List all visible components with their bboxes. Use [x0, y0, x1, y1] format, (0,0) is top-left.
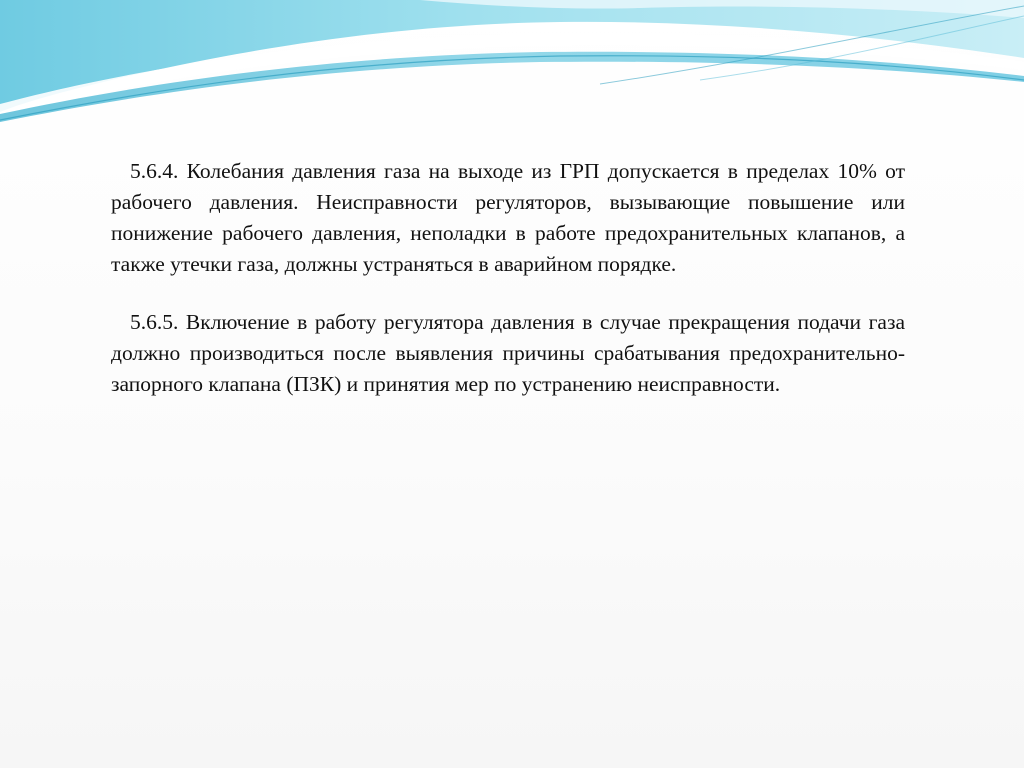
paragraph-5-6-4: 5.6.4. Колебания давления газа на выходе из ГРП допускается в пределах 10% от рабочего давления. Неисправности регуляторов, вызывающие повышение или понижение рабочего давления, неполадки в работе предохранительных клапанов, а также утечки газа, должны устраняться в аварийном порядке. [111, 159, 905, 276]
decorative-wave-header [0, 0, 1024, 130]
paragraph-5-6-5: 5.6.5. Включение в работу регулятора давления в случае прекращения подачи газа должно производиться после выявления причины срабатывания предохранительно-запорного клапана (ПЗК) и принятия мер по устранению неисправности. [111, 310, 905, 396]
slide-body [111, 156, 905, 400]
